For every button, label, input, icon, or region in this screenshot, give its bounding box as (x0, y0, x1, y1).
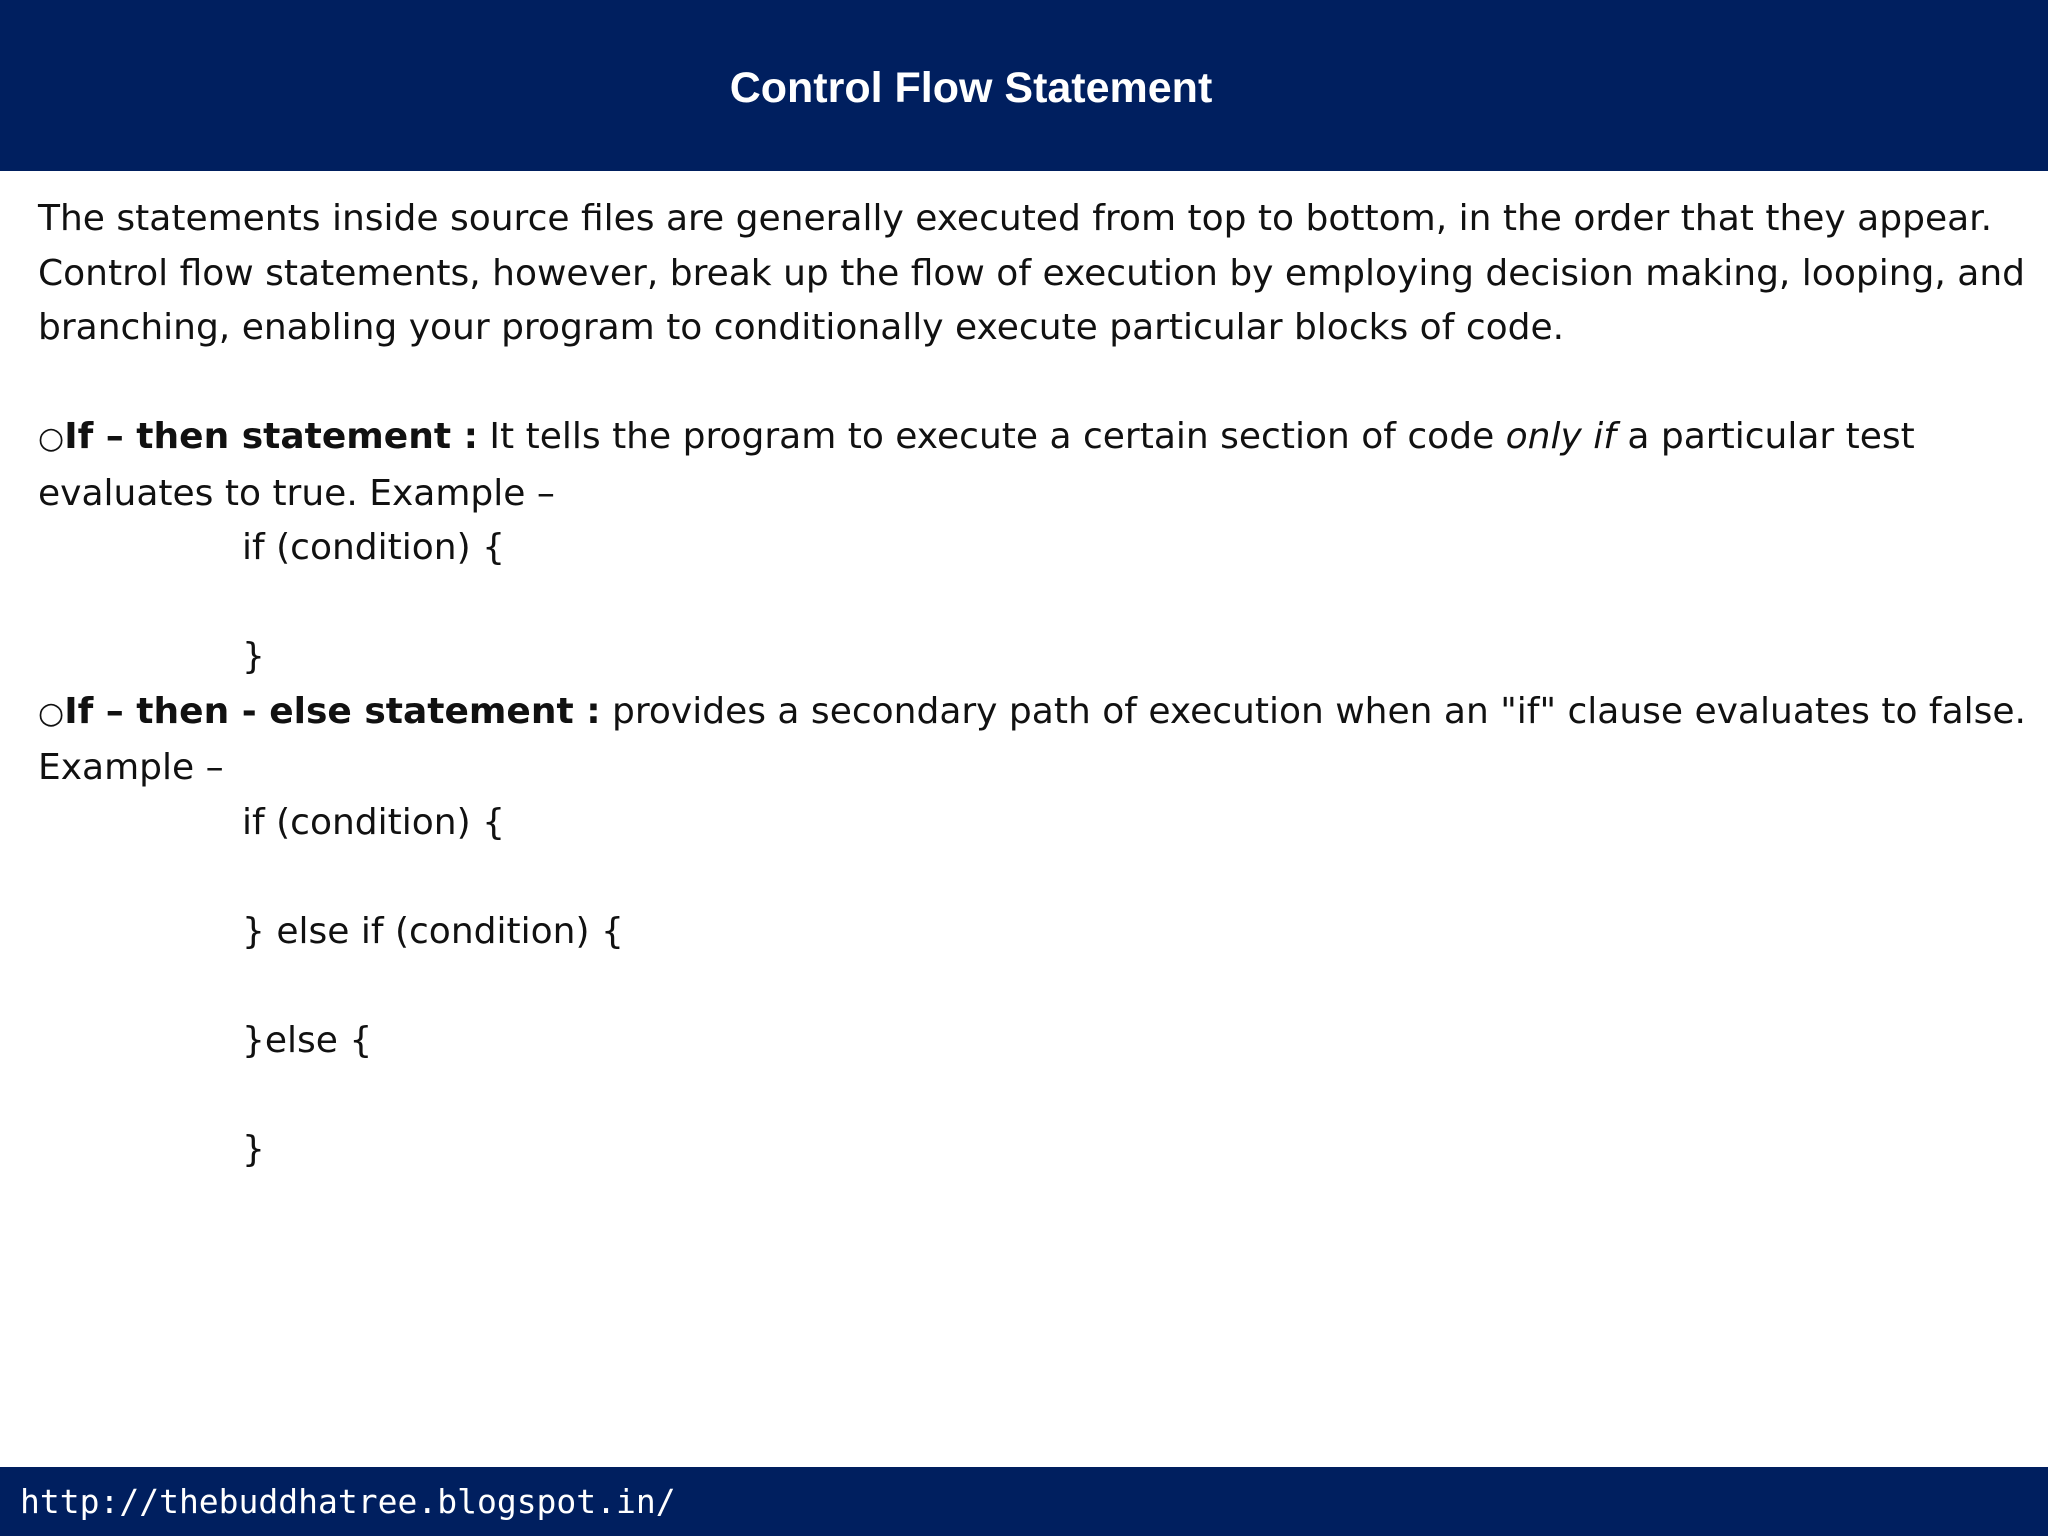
code-line: if (condition) { (242, 527, 506, 568)
footer-bar (0, 1467, 2048, 1536)
code-blank-line (38, 576, 2028, 631)
if-then-text-after: a particular test evaluates to true. Example – (38, 416, 1915, 514)
code-blank-line (38, 850, 2028, 905)
code-line: }else { (242, 1019, 373, 1061)
if-then-section (38, 410, 2028, 521)
if-then-text-before: It tells the program to execute a certain section of code (477, 416, 1506, 457)
footer-url[interactable]: http://thebuddhatree.blogspot.in/ (20, 1482, 676, 1521)
code-line: } (242, 636, 265, 677)
bullet-circle-icon: ○ (38, 695, 65, 731)
slide-content (38, 192, 2028, 1177)
if-then-else-section (38, 685, 2028, 796)
intro-paragraph: The statements inside source files are generally executed from top to bottom, in the order that they appear. Control flow statements, however, break up the flow of execution by employing decision making, looping, and branching, enabling your program to conditionally execute particular blocks of code. (38, 198, 2025, 348)
if-then-emphasis: only if (1505, 416, 1616, 457)
code-line: if (condition) { (242, 801, 506, 843)
code-line: } else if (condition) { (242, 910, 624, 952)
bullet-circle-icon: ○ (38, 421, 65, 456)
code-blank-line (38, 1068, 2028, 1123)
header-bar (0, 0, 2048, 171)
code-line: } (242, 1128, 265, 1170)
paragraph-gap (38, 356, 2028, 411)
code-blank-line (38, 959, 2028, 1014)
if-then-else-text: provides a secondary path of execution when an "if" clause evaluates to false. Example – (38, 690, 2027, 788)
slide-title: Control Flow Statement (729, 64, 1213, 112)
if-then-term: If – then statement : (64, 416, 478, 457)
if-then-else-term: If – then - else statement : (64, 690, 601, 732)
